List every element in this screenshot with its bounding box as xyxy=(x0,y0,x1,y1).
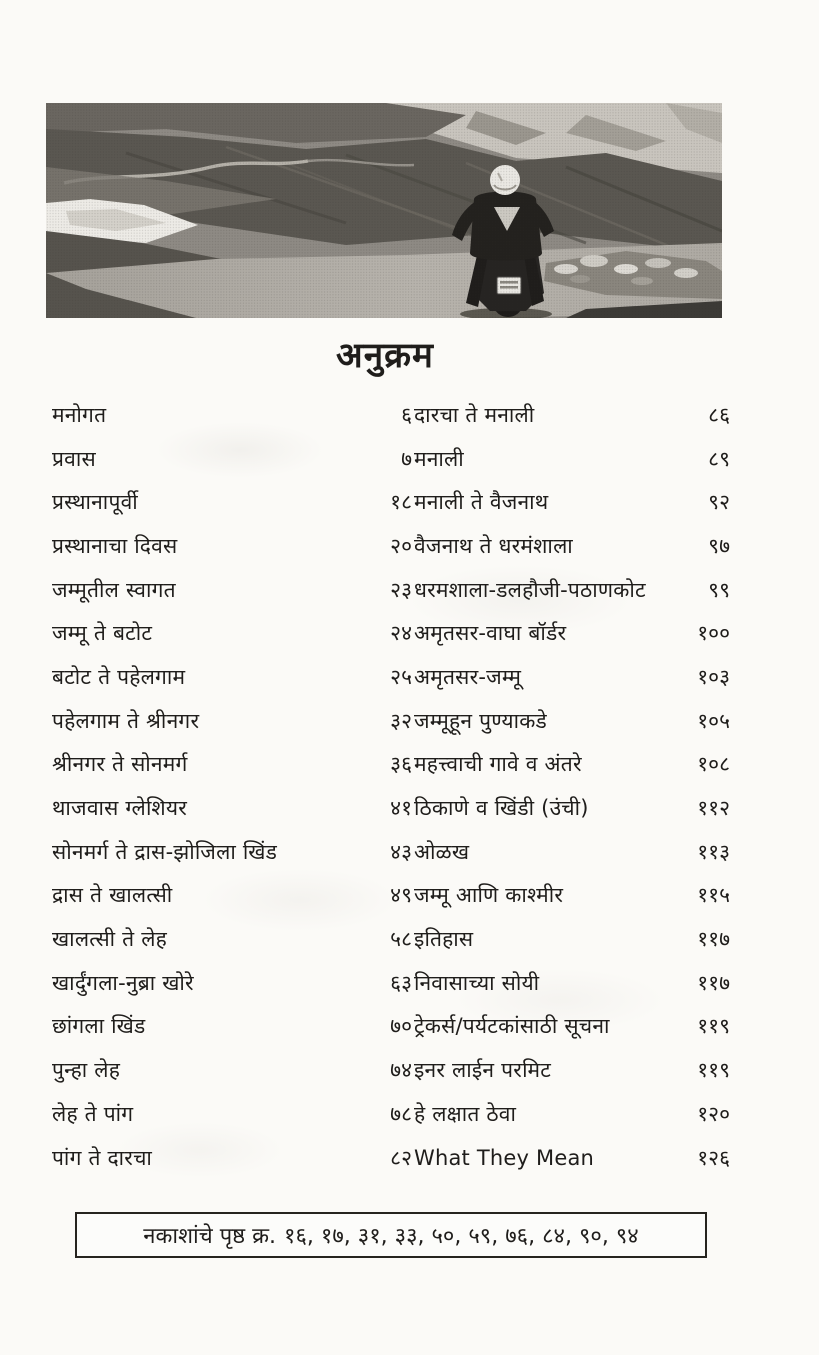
toc-entry-page-number: १२६ xyxy=(697,1145,730,1170)
toc-entry-page-number: ६ xyxy=(401,402,412,427)
maps-note-label: नकाशांचे पृष्ठ क्र. xyxy=(143,1224,277,1249)
toc-entry-title: छांगला खिंड xyxy=(52,1014,146,1039)
toc-row xyxy=(414,743,730,787)
toc-entry-page-number: ११९ xyxy=(697,1014,730,1039)
toc-entry-title: वैजनाथ ते धरमंशाला xyxy=(414,533,573,558)
toc-entry-title: पुन्हा लेह xyxy=(52,1058,121,1083)
toc-row xyxy=(52,874,412,918)
toc-entry-page-number: ४९ xyxy=(390,883,412,908)
toc-entry-page-number: ११९ xyxy=(697,1058,730,1083)
toc-entry-page-number: ११५ xyxy=(697,883,730,908)
toc-entry-page-number: ८९ xyxy=(708,446,730,471)
toc-row xyxy=(414,393,730,437)
page-title: अनुक्रम xyxy=(336,336,434,376)
toc-entry-page-number: ११३ xyxy=(697,839,730,864)
toc-row xyxy=(52,393,412,437)
toc-entry-title: पहेलगाम ते श्रीनगर xyxy=(52,708,200,733)
toc-entry-page-number: ६३ xyxy=(390,970,412,995)
toc-right-column xyxy=(414,393,730,1179)
toc-entry-title: मनाली ते वैजनाथ xyxy=(414,490,549,515)
toc-entry-title: महत्त्वाची गावे व अंतरे xyxy=(414,752,582,777)
toc-entry-page-number: ११२ xyxy=(697,796,730,821)
toc-row xyxy=(414,830,730,874)
toc-entry-title: जम्मू ते बटोट xyxy=(52,621,153,646)
toc-entry-page-number: ३६ xyxy=(390,752,412,777)
toc-row xyxy=(414,480,730,524)
toc-row xyxy=(52,917,412,961)
toc-entry-title: द्रास ते खालत्सी xyxy=(52,883,173,908)
toc-row xyxy=(52,699,412,743)
toc-row xyxy=(52,1136,412,1180)
toc-entry-page-number: ८६ xyxy=(708,402,730,427)
toc-entry-title: श्रीनगर ते सोनमर्ग xyxy=(52,752,188,777)
toc-row xyxy=(52,1092,412,1136)
toc-row xyxy=(414,611,730,655)
toc-entry-page-number: १८ xyxy=(390,490,412,515)
toc-entry-title: थाजवास ग्लेशियर xyxy=(52,796,188,821)
toc-entry-page-number: ४१ xyxy=(390,796,412,821)
toc-entry-title: धरमशाला-डलहौजी-पठाणकोट xyxy=(414,577,646,602)
toc-entry-page-number: ५८ xyxy=(390,927,412,952)
toc-entry-page-number: ८२ xyxy=(390,1145,412,1170)
toc-row xyxy=(52,1048,412,1092)
photo-illustration xyxy=(46,103,722,318)
toc-entry-page-number: २५ xyxy=(390,664,412,689)
toc-entry-title: निवासाच्या सोयी xyxy=(414,970,540,995)
toc-entry-page-number: ११७ xyxy=(697,927,730,952)
toc-row xyxy=(414,874,730,918)
toc-entry-title: दारचा ते मनाली xyxy=(414,402,535,427)
toc-entry-page-number: ७० xyxy=(390,1014,412,1039)
toc-row xyxy=(414,524,730,568)
toc-entry-page-number: १०८ xyxy=(697,752,730,777)
toc-row xyxy=(414,1136,730,1180)
toc-entry-title: प्रस्थानाचा दिवस xyxy=(52,533,178,558)
toc-entry-page-number: ३२ xyxy=(390,708,412,733)
maps-page-note-box xyxy=(75,1212,707,1258)
toc-entry-title: प्रवास xyxy=(52,446,96,471)
toc-row xyxy=(414,1048,730,1092)
toc-row xyxy=(414,961,730,1005)
toc-entry-title: ट्रेकर्स/पर्यटकांसाठी सूचना xyxy=(414,1014,610,1039)
toc-row xyxy=(414,917,730,961)
toc-row xyxy=(414,655,730,699)
toc-row xyxy=(414,699,730,743)
toc-entry-title: जम्मूतील स्वागत xyxy=(52,577,176,602)
toc-row xyxy=(52,1005,412,1049)
toc-entry-title: अमृतसर-जम्मू xyxy=(414,664,522,689)
toc-row xyxy=(52,437,412,481)
toc-row xyxy=(414,568,730,612)
toc-entry-page-number: १२० xyxy=(697,1101,730,1126)
toc-entry-page-number: २४ xyxy=(390,621,412,646)
toc-entry-title: जम्मूहून पुण्याकडे xyxy=(414,708,547,733)
maps-note-pages: १६, १७, ३१, ३३, ५०, ५९, ७६, ८४, ९०, ९४ xyxy=(284,1224,639,1249)
toc-row xyxy=(52,830,412,874)
toc-entry-title: जम्मू आणि काश्मीर xyxy=(414,883,564,908)
toc-left-column xyxy=(52,393,412,1179)
toc-entry-page-number: ७४ xyxy=(390,1058,412,1083)
toc-entry-page-number: ७ xyxy=(401,446,412,471)
toc-row xyxy=(52,611,412,655)
toc-row xyxy=(414,786,730,830)
toc-entry-title: खार्दुंगला-नुब्रा खोरे xyxy=(52,970,194,995)
table-of-contents xyxy=(52,393,730,1179)
toc-entry-page-number: १०३ xyxy=(697,664,730,689)
toc-entry-title: बटोट ते पहेलगाम xyxy=(52,664,186,689)
toc-entry-title: What They Mean xyxy=(414,1145,595,1170)
toc-entry-title: प्रस्थानापूर्वी xyxy=(52,490,138,515)
toc-entry-title: इतिहास xyxy=(414,927,474,952)
toc-row xyxy=(52,568,412,612)
toc-row xyxy=(52,786,412,830)
toc-row xyxy=(52,480,412,524)
toc-row xyxy=(414,1092,730,1136)
toc-entry-page-number: ९९ xyxy=(708,577,730,602)
toc-entry-page-number: १०० xyxy=(697,621,730,646)
toc-row xyxy=(52,961,412,1005)
toc-entry-page-number: १०५ xyxy=(697,708,730,733)
toc-row xyxy=(52,524,412,568)
toc-row xyxy=(414,437,730,481)
mountain-motorcyclist-photo xyxy=(46,103,722,318)
toc-row xyxy=(52,743,412,787)
toc-entry-title: लेह ते पांग xyxy=(52,1101,134,1126)
toc-entry-title: अमृतसर-वाघा बॉर्डर xyxy=(414,621,567,646)
toc-entry-page-number: ७८ xyxy=(390,1101,412,1126)
toc-entry-page-number: ९२ xyxy=(708,490,730,515)
toc-entry-title: खालत्सी ते लेह xyxy=(52,927,168,952)
toc-entry-page-number: २० xyxy=(390,533,412,558)
toc-entry-title: पांग ते दारचा xyxy=(52,1145,153,1170)
toc-row xyxy=(52,655,412,699)
toc-entry-title: मनाली xyxy=(414,446,464,471)
toc-entry-title: ठिकाणे व खिंडी (उंची) xyxy=(414,796,589,821)
toc-row xyxy=(414,1005,730,1049)
toc-entry-title: सोनमर्ग ते द्रास-झोजिला खिंड xyxy=(52,839,278,864)
toc-entry-title: हे लक्षात ठेवा xyxy=(414,1101,517,1126)
toc-entry-title: इनर लाईन परमिट xyxy=(414,1058,552,1083)
toc-entry-page-number: २३ xyxy=(390,577,412,602)
toc-entry-page-number: ९७ xyxy=(708,533,730,558)
toc-entry-title: मनोगत xyxy=(52,402,107,427)
toc-entry-title: ओळख xyxy=(414,839,470,864)
toc-entry-page-number: ४३ xyxy=(390,839,412,864)
toc-entry-page-number: ११७ xyxy=(697,970,730,995)
